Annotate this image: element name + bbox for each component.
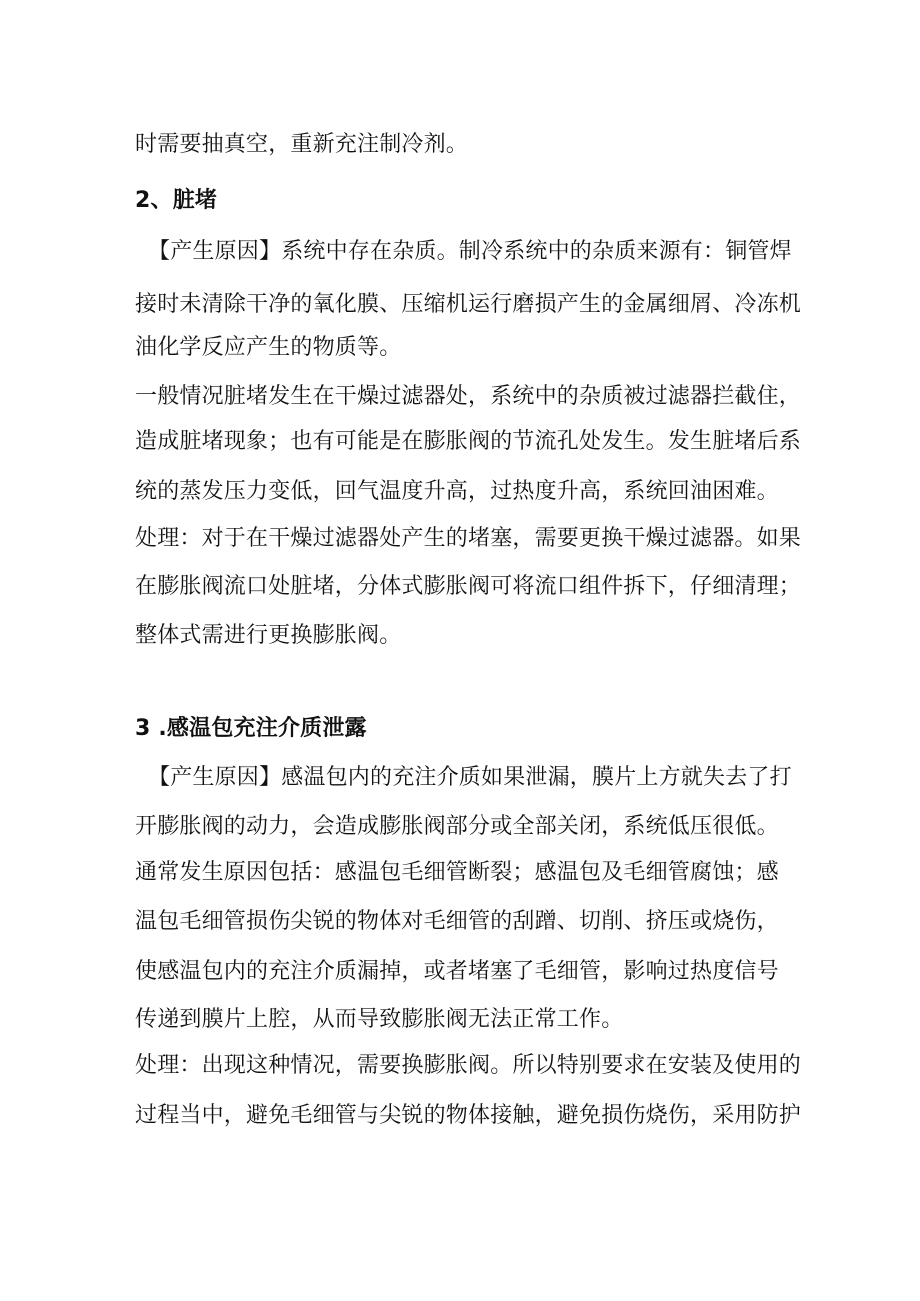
section-3-cause-line-2: 开膨胀阀的动力，会造成膨胀阀部分或全部关闭，系统低压很低。: [135, 814, 779, 839]
section-2-treatment-line-3: 整体式需进行更换膨胀阀。: [135, 623, 402, 648]
intro-line-1: 时需要抽真空，重新充注制冷剂。: [135, 132, 469, 157]
section-2-cause-line-1: 【产生原因】系统中存在杂质。制冷系统中的杂质来源有：铜管焊: [148, 239, 792, 264]
section-3-treatment-line-1: 处理：出现这种情况，需要换膨胀阀。所以特别要求在安装及使用的: [135, 1053, 802, 1078]
section-2-cause-line-2: 接时未清除干净的氧化膜、压缩机运行磨损产生的金属细屑、冷冻机: [135, 292, 802, 317]
section-2-detail-line-2: 造成脏堵现象；也有可能是在膨胀阀的节流孔处发生。发生脏堵后系: [135, 429, 802, 454]
section-3-heading: 3 .感温包充注介质泄露: [135, 716, 367, 741]
section-3-detail-line-4: 传递到膜片上腔，从而导致膨胀阀无法正常工作。: [135, 1007, 624, 1032]
section-2-treatment-line-1: 处理：对于在干燥过滤器处产生的堵塞，需要更换干燥过滤器。如果: [135, 526, 802, 551]
section-2-heading: 2、脏堵: [135, 188, 218, 213]
section-3-detail-line-2: 温包毛细管损伤尖锐的物体对毛细管的刮蹭、切削、挤压或烧伤，: [135, 909, 779, 934]
section-2-cause-line-3: 油化学反应产生的物质等。: [135, 335, 402, 360]
section-2-detail-line-3: 统的蒸发压力变低，回气温度升高，过热度升高，系统回油困难。: [135, 479, 779, 504]
section-2-treatment-line-2: 在膨胀阀流口处脏堵，分体式膨胀阀可将流口组件拆下，仔细清理；: [135, 574, 802, 599]
section-3-detail-line-1: 通常发生原因包括：感温包毛细管断裂；感温包及毛细管腐蚀；感: [135, 860, 779, 885]
section-2-detail-line-1: 一般情况脏堵发生在干燥过滤器处，系统中的杂质被过滤器拦截住，: [135, 384, 802, 409]
section-3-cause-line-1: 【产生原因】感温包内的充注介质如果泄漏，膜片上方就失去了打: [148, 765, 792, 790]
section-3-detail-line-3: 使感温包内的充注介质漏掉，或者堵塞了毛细管，影响过热度信号: [135, 959, 779, 984]
section-3-treatment-line-2: 过程当中，避免毛细管与尖锐的物体接触，避免损伤烧伤，采用防护: [135, 1103, 802, 1128]
